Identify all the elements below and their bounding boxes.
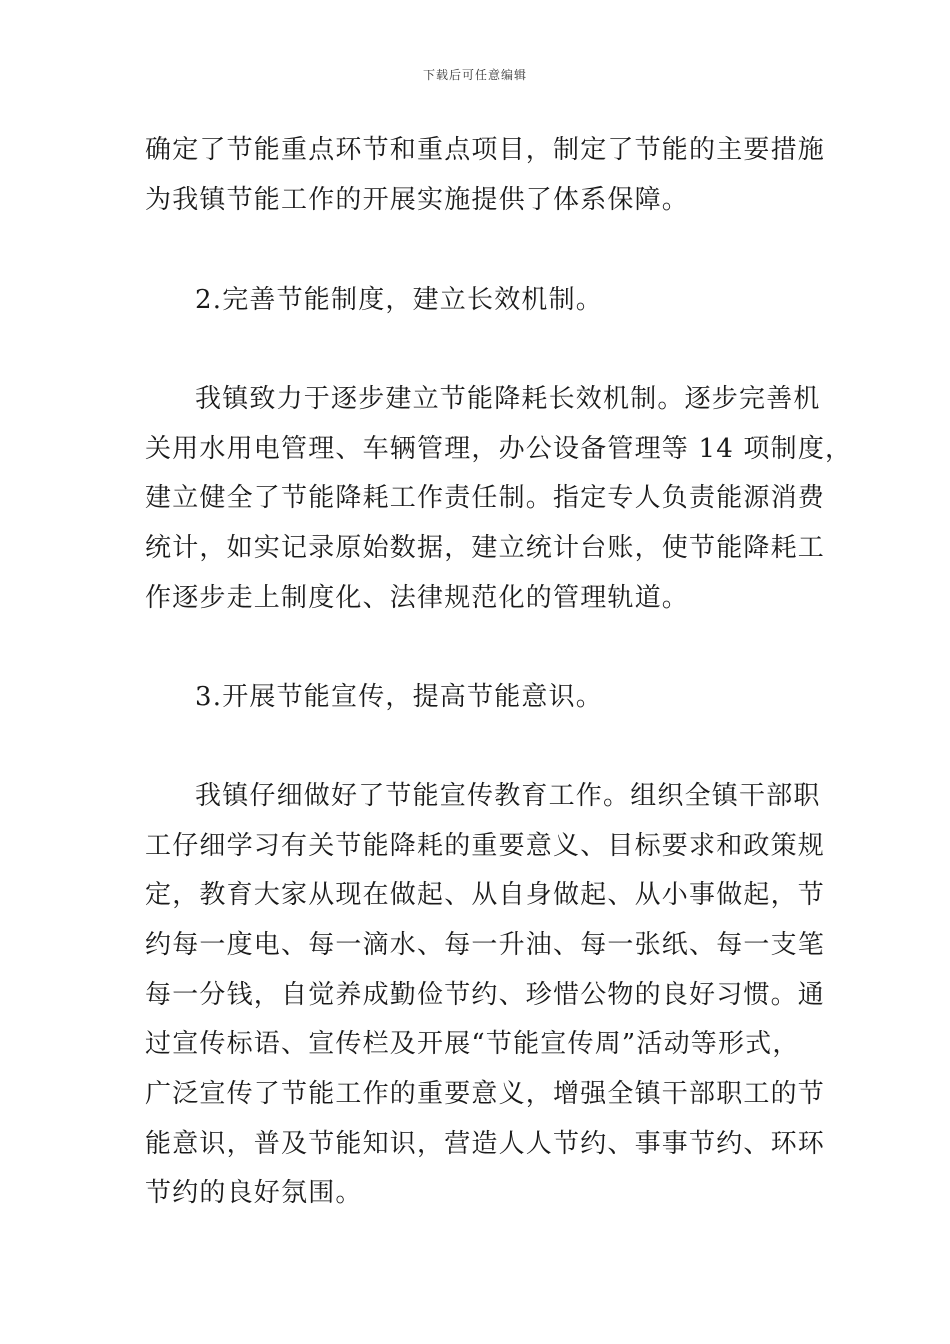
text-line: 我镇仔细做好了节能宣传教育工作。组织全镇干部职 xyxy=(195,781,821,811)
text-line: 广泛宣传了节能工作的重要意义，增强全镇干部职工的节 xyxy=(145,1079,826,1109)
text-line: 关用水用电管理、车辆管理，办公设备管理等 14 项制度， xyxy=(145,434,853,464)
text-line: 能意识，普及节能知识，营造人人节约、事事节约、环环 xyxy=(145,1129,826,1159)
text-line: 作逐步走上制度化、法律规范化的管理轨道。 xyxy=(145,583,690,613)
text-line: 约每一度电、每一滴水、每一升油、每一张纸、每一支笔 xyxy=(145,930,826,960)
text-line: 过宣传标语、宣传栏及开展“节能宣传周”活动等形式， xyxy=(145,1029,800,1059)
text-line: 确定了节能重点环节和重点项目，制定了节能的主要措施 xyxy=(145,135,826,165)
text-line: 为我镇节能工作的开展实施提供了体系保障。 xyxy=(145,185,690,215)
text-line: 每一分钱，自觉养成勤俭节约、珍惜公物的良好习惯。通 xyxy=(145,980,826,1010)
header-note: 下载后可任意编辑 xyxy=(422,68,527,82)
text-line: 定，教育大家从现在做起、从自身做起、从小事做起，节 xyxy=(145,880,826,910)
text-line: 统计，如实记录原始数据，建立统计台账，使节能降耗工 xyxy=(145,533,826,563)
section-heading: 2.完善节能制度，建立长效机制。 xyxy=(195,285,604,315)
text-line: 我镇致力于逐步建立节能降耗长效机制。逐步完善机 xyxy=(195,384,821,414)
text-line: 建立健全了节能降耗工作责任制。指定专人负责能源消费 xyxy=(145,483,826,513)
text-line: 节约的良好氛围。 xyxy=(145,1178,363,1208)
section-heading: 3.开展节能宣传，提高节能意识。 xyxy=(195,682,604,712)
text-line: 工仔细学习有关节能降耗的重要意义、目标要求和政策规 xyxy=(145,831,826,861)
